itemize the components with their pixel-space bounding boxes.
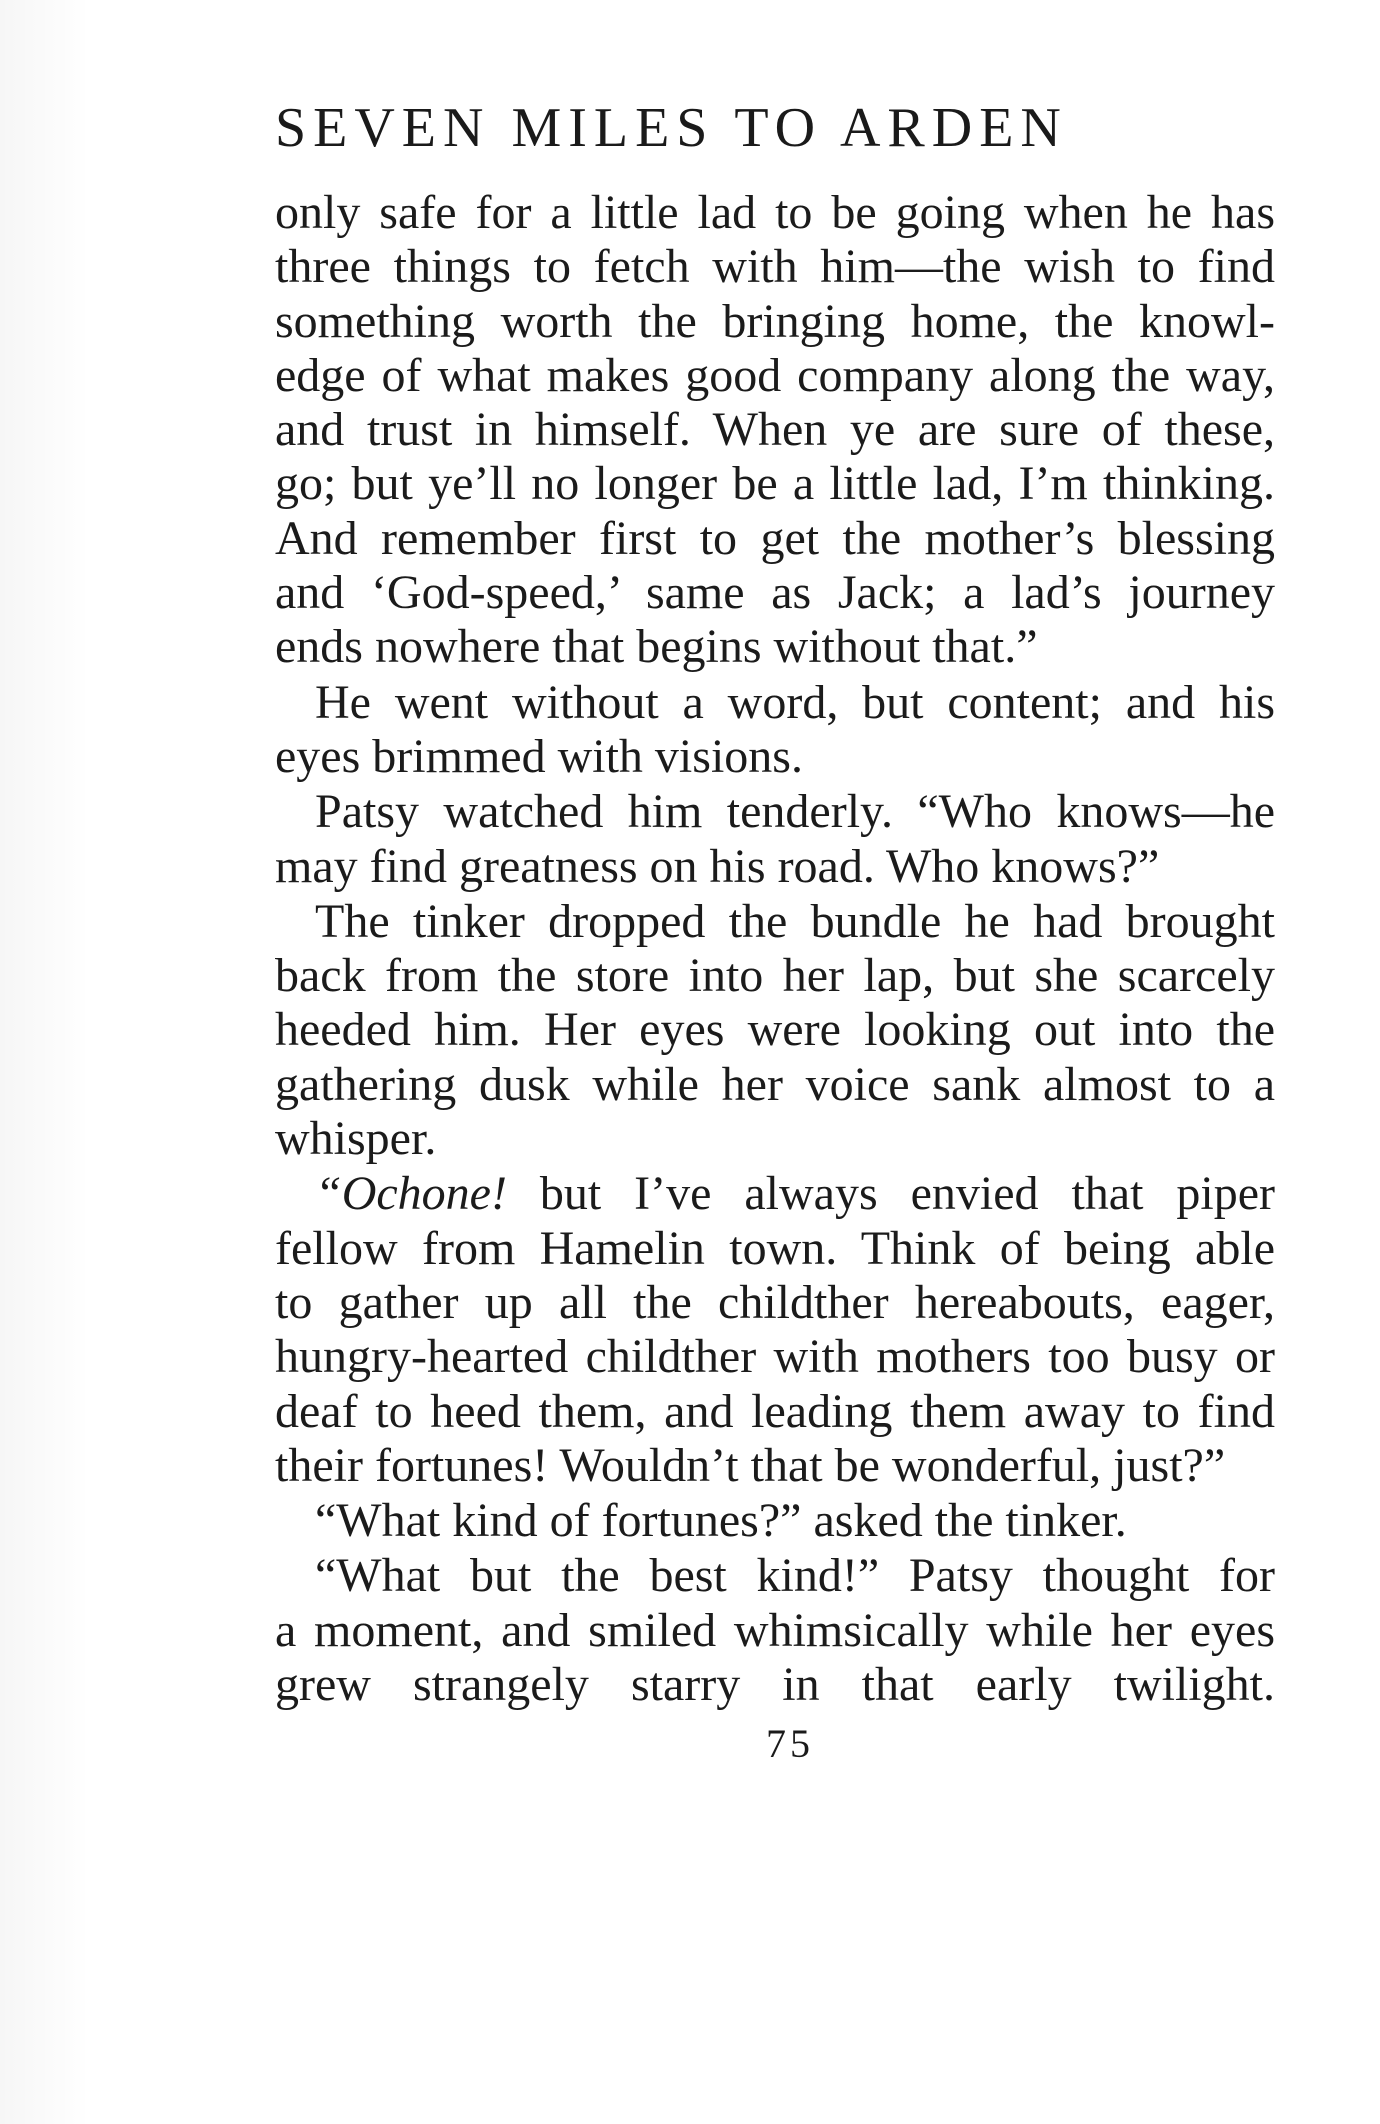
running-head: SEVEN MILES TO ARDEN — [275, 97, 1068, 159]
text-line: eyes brimmed with visions. — [275, 729, 803, 783]
text-line: may find greatness on his road. Who knows?” — [275, 839, 1160, 893]
text-line: heeded him. Her eyes were looking out into the — [275, 1003, 1275, 1057]
text-line: only safe for a little lad to be going when he has — [275, 186, 1275, 239]
text-line: a moment, and smiled whimsically while her eyes — [275, 1603, 1275, 1657]
text-line: their fortunes! Wouldn’t that be wonderful, just?” — [275, 1438, 1226, 1492]
page-gutter-shading — [0, 0, 90, 2124]
text-line: ends nowhere that begins without that.” — [275, 620, 1038, 674]
text-line: Patsy watched him tenderly. “Who knows—he — [315, 785, 1275, 839]
text-line: hungry-hearted childther with mothers too busy or — [275, 1330, 1275, 1384]
text-line: and ‘God-speed,’ same as Jack; a lad’s journey — [275, 566, 1275, 620]
text-line: fellow from Hamelin town. Think of being able — [275, 1221, 1275, 1275]
text-line: And remember first to get the mother’s blessing — [275, 511, 1275, 565]
body-text — [275, 186, 1275, 1712]
text-line: three things to fetch with him—the wish to find — [275, 240, 1275, 294]
text-line: back from the store into her lap, but she scarcely — [275, 949, 1275, 1003]
text-line: go; but ye’ll no longer be a little lad, I’m thinking. — [275, 457, 1275, 511]
page-number: 75 — [766, 1721, 814, 1766]
text-line: whisper. — [275, 1112, 437, 1166]
text-line: gathering dusk while her voice sank almost to a — [275, 1057, 1275, 1111]
text-line: The tinker dropped the bundle he had brought — [315, 894, 1275, 948]
text-line: “What kind of fortunes?” asked the tinker. — [315, 1494, 1127, 1548]
italic-word: “Ochone! — [315, 1167, 507, 1221]
text-line: to gather up all the childther hereabouts, eager, — [275, 1275, 1275, 1329]
text-line-rest: but I’ve always envied that piper — [506, 1167, 1275, 1221]
text-line: something worth the bringing home, the knowl- — [275, 294, 1275, 348]
text-line: He went without a word, but content; and his — [315, 675, 1275, 729]
text-line: grew strangely starry in that early twilight. — [275, 1658, 1275, 1712]
text-line: “What but the best kind!” Patsy thought for — [315, 1549, 1275, 1603]
text-line: and trust in himself. When ye are sure of these, — [275, 403, 1275, 457]
text-line: deaf to heed them, and leading them away to find — [275, 1384, 1275, 1438]
text-line — [275, 1167, 1275, 1221]
text-line: edge of what makes good company along the way, — [275, 348, 1275, 402]
